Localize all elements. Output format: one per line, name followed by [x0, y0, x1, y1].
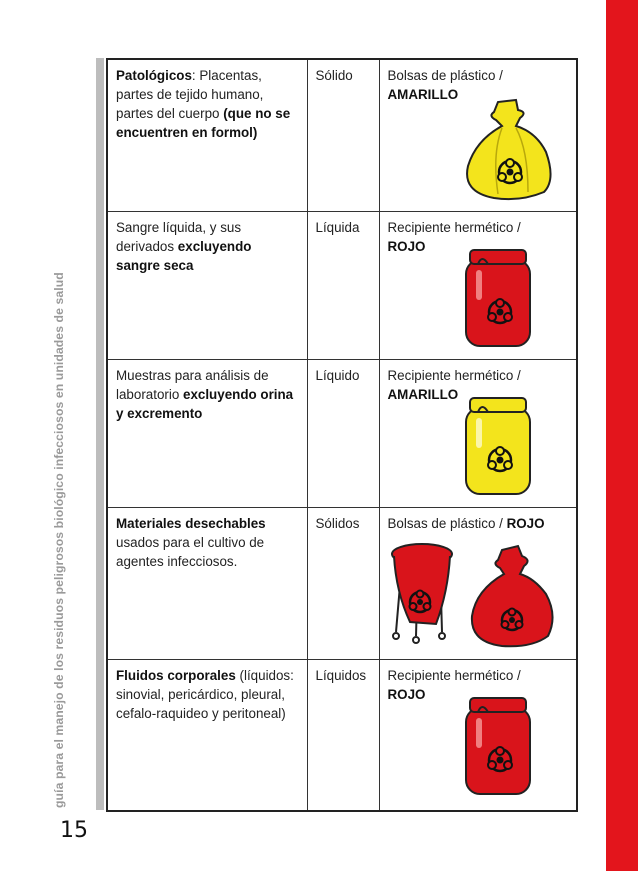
container-text: Bolsas de plástico /	[387, 68, 503, 83]
container-text: Bolsas de plástico /	[387, 515, 507, 531]
container-color: ROJO	[387, 238, 426, 254]
waste-type-cell	[107, 59, 307, 211]
container-text: Recipiente hermético /	[387, 667, 521, 683]
table-row	[107, 507, 577, 659]
container-cell	[379, 359, 577, 507]
waste-type-text: Sangre líquida, y sus derivados	[116, 219, 242, 254]
container-color: ROJO	[387, 686, 426, 702]
waste-type-bold: (que no se encuentren en formol)	[116, 106, 291, 140]
container-cell	[379, 211, 577, 359]
waste-classification-table	[106, 58, 578, 812]
margin-rule	[96, 58, 104, 810]
state-cell: Líquidos	[307, 659, 379, 811]
state-cell: Sólido	[307, 59, 379, 211]
waste-type-cell	[107, 359, 307, 507]
running-title: guía para el manejo de los residuos peligrosos biológico infecciosos en unidades de salud	[52, 272, 66, 808]
container-cell	[379, 59, 577, 211]
waste-type-bold: excluyendo orina y excremento	[116, 386, 294, 421]
container-color: AMARILLO	[387, 87, 459, 102]
table-row	[107, 211, 577, 359]
state-cell: Sólidos	[307, 507, 379, 659]
table-row	[107, 359, 577, 507]
container-cell	[379, 659, 577, 811]
table-row	[107, 59, 577, 211]
yellow-biohazard-bag-icon	[458, 94, 558, 202]
red-biohazard-jar-icon	[458, 690, 538, 798]
red-biohazard-jar-icon	[458, 242, 538, 350]
table-row	[107, 659, 577, 811]
container-cell	[379, 507, 577, 659]
waste-type-cell	[107, 211, 307, 359]
waste-type-bold: Patológicos	[116, 68, 192, 83]
state-cell: Líquida	[307, 211, 379, 359]
container-color: AMARILLO	[387, 386, 459, 402]
waste-type-cell	[107, 659, 307, 811]
waste-type-text: (líquidos: sinovial, pericárdico, pleural, cefalo-raquideo y peritoneal)	[116, 667, 294, 721]
waste-type-text: Muestras para análisis de laboratorio	[116, 367, 269, 402]
red-biohazard-bags-icon	[382, 532, 572, 650]
state-cell: Líquido	[307, 359, 379, 507]
waste-type-text: usados para el cultivo de agentes infecciosos.	[116, 534, 265, 569]
red-edge-strip	[606, 0, 638, 871]
page-number: 15	[60, 818, 88, 843]
container-color: ROJO	[506, 515, 545, 531]
yellow-biohazard-jar-icon	[458, 390, 538, 498]
waste-type-cell	[107, 507, 307, 659]
waste-type-bold: Fluidos corporales	[116, 667, 236, 683]
container-text: Recipiente hermético /	[387, 367, 521, 383]
container-text: Recipiente hermético /	[387, 219, 521, 235]
waste-type-bold: excluyendo sangre seca	[116, 238, 252, 273]
waste-type-text: : Placentas, partes de tejido humano, partes del cuerpo	[116, 68, 264, 121]
waste-type-bold: Materiales desechables	[116, 515, 266, 531]
